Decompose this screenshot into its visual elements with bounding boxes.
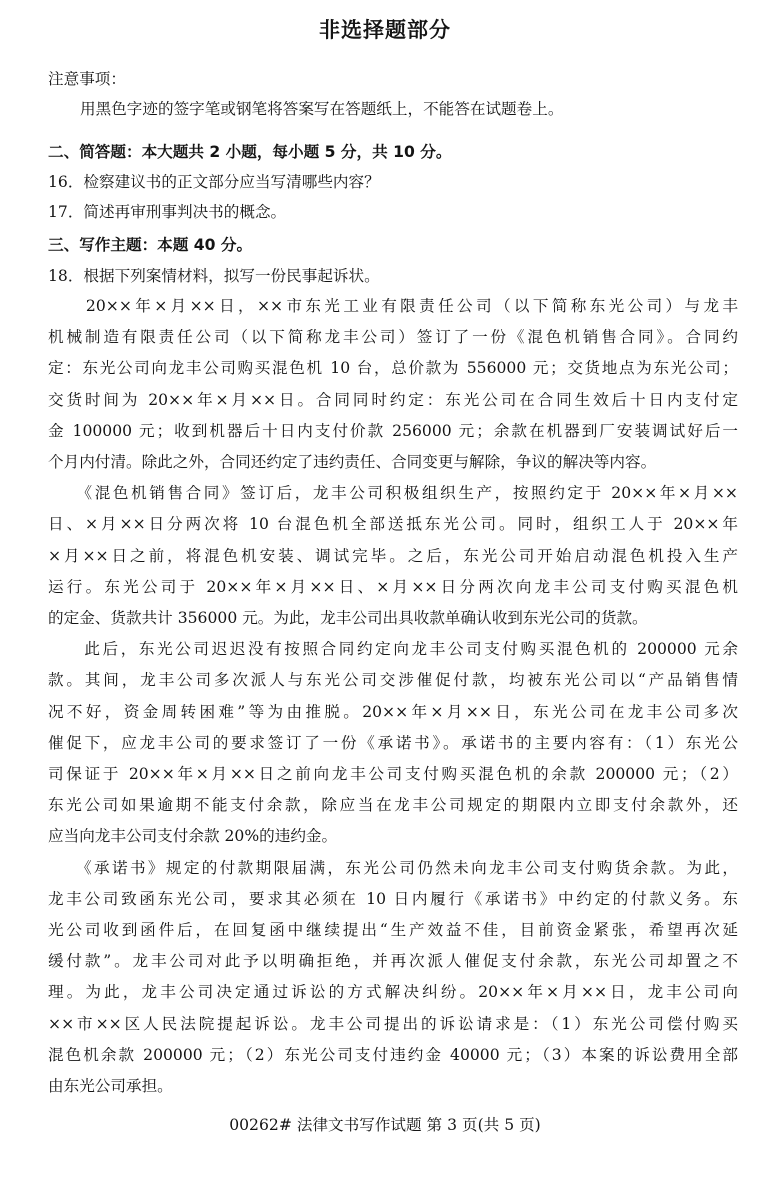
case-line: 龙丰公司致函东光公司，要求其必须在 10 日内履行《承诺书》中约定的付款义务。东 bbox=[48, 889, 738, 908]
case-line: 催促下，应龙丰公司的要求签订了一份《承诺书》。承诺书的主要内容有：（1）东光公 bbox=[48, 733, 738, 752]
case-line: 况不好，资金周转困难”等为由推脱。20××年×月××日，东光公司在龙丰公司多次 bbox=[48, 702, 738, 721]
case-line: ×月××日之前，将混色机安装、调试完毕。之后，东光公司开始启动混色机投入生产 bbox=[48, 546, 738, 565]
case-line: 交货时间为 20××年×月××日。合同同时约定：东光公司在合同生效后十日内支付定 bbox=[48, 390, 738, 409]
case-line: 的定金、货款共计 356000 元。为此，龙丰公司出具收款单确认收到东光公司的货款。 bbox=[48, 609, 648, 627]
case-line: 运行。东光公司于 20××年×月××日、×月××日分两次向龙丰公司支付购买混色机 bbox=[48, 577, 738, 596]
case-line: 《承诺书》规定的付款期限届满，东光公司仍然未向龙丰公司支付购货余款。为此， bbox=[48, 858, 738, 877]
case-line: 定：东光公司向龙丰公司购买混色机 10 台，总价款为 556000 元；交货地点为东光公司； bbox=[48, 359, 738, 378]
section3-heading: 三、写作主题：本题 40 分。 bbox=[48, 236, 253, 254]
case-line: 应当向龙丰公司支付余款 20%的违约金。 bbox=[48, 827, 338, 846]
case-line: 个月内付清。除此之外，合同还约定了违约责任、合同变更与解除，争议的解决等内容。 bbox=[48, 453, 657, 471]
case-line: 《混色机销售合同》签订后，龙丰公司积极组织生产，按照约定于 20××年×月×× bbox=[48, 484, 738, 503]
case-line: 东光公司如果逾期不能支付余款，除应当在龙丰公司规定的期限内立即支付余款外，还 bbox=[48, 796, 738, 815]
case-line: 金 100000 元；收到机器后十日内支付价款 256000 元；余款在机器到厂安装调试好后一 bbox=[48, 421, 738, 440]
case-line: 20××年×月××日，××市东光工业有限责任公司（以下简称东光公司）与龙丰 bbox=[48, 297, 738, 315]
case-line: 由东光公司承担。 bbox=[48, 1077, 173, 1095]
question-18: 18．根据下列案情材料，拟写一份民事起诉状。 bbox=[48, 267, 380, 285]
page-title: 非选择题部分 bbox=[319, 18, 451, 42]
notice-heading: 注意事项： bbox=[48, 70, 126, 88]
notice-text: 用黑色字迹的签字笔或钢笔将答案写在答题纸上，不能答在试题卷上。 bbox=[80, 100, 564, 118]
case-line: 日、×月××日分两次将 10 台混色机全部送抵东光公司。同时，组织工人于 20××年 bbox=[48, 515, 738, 534]
page-footer: 00262# 法律文书写作试题 第 3 页(共 5 页) bbox=[229, 1116, 541, 1134]
case-line: 司保证于 20××年×月××日之前向龙丰公司支付购买混色机的余款 200000 元；（2） bbox=[48, 765, 738, 783]
case-line: 混色机余款 200000 元；（2）东光公司支付违约金 40000 元；（3）本案的诉讼费用全部 bbox=[48, 1045, 738, 1064]
case-line: 此后，东光公司迟迟没有按照合同约定向龙丰公司支付购买混色机的 200000 元余 bbox=[48, 640, 738, 659]
case-line: 款。其间，龙丰公司多次派人与东光公司交涉催促付款，均被东光公司以“产品销售情 bbox=[48, 671, 738, 690]
question-16: 16．检察建议书的正文部分应当写清哪些内容？ bbox=[48, 173, 380, 191]
case-line: 缓付款”。龙丰公司对此予以明确拒绝，并再次派人催促支付余款，东光公司却置之不 bbox=[48, 952, 738, 971]
section2-heading: 二、简答题：本大题共 2 小题，每小题 5 分，共 10 分。 bbox=[48, 143, 452, 161]
case-line: 理。为此，龙丰公司决定通过诉讼的方式解决纠纷。20××年×月××日，龙丰公司向 bbox=[48, 983, 738, 1002]
case-line: 机械制造有限责任公司（以下简称龙丰公司）签订了一份《混色机销售合同》。合同约 bbox=[48, 328, 738, 347]
question-17: 17．简述再审刑事判决书的概念。 bbox=[48, 203, 287, 221]
case-line: 光公司收到函件后，在回复函中继续提出“生产效益不佳，目前资金紧张，希望再次延 bbox=[48, 921, 738, 939]
case-line: ××市××区人民法院提起诉讼。龙丰公司提出的诉讼请求是：（1）东光公司偿付购买 bbox=[48, 1014, 738, 1033]
